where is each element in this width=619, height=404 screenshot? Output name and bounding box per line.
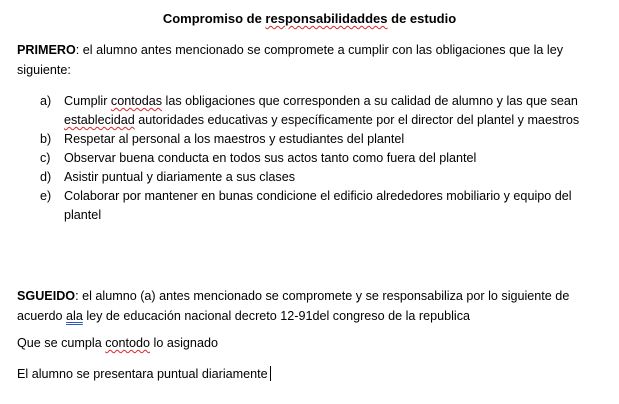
text-cursor <box>270 366 271 381</box>
list-item <box>0 168 619 187</box>
item-text: Asistir puntual y diariamente a sus clases <box>64 170 295 184</box>
spelling-flag-contodo: contodo <box>105 336 151 350</box>
obligations-list <box>0 92 619 225</box>
list-marker: c) <box>40 151 51 165</box>
title-suffix: de estudio <box>387 11 457 26</box>
item-text: Respetar al personal a los maestros y estudiantes del plantel <box>64 132 405 146</box>
list-marker: e) <box>40 189 52 203</box>
punctual-paragraph <box>17 365 612 385</box>
document-title <box>0 10 619 28</box>
title-prefix: Compromiso de <box>162 11 266 26</box>
line4-text: El alumno se presentara puntual diariamente <box>17 367 268 381</box>
list-item <box>0 92 619 130</box>
item-text-post: autoridades educativas y específicamente por el director del plantel y maestros <box>134 113 580 127</box>
grammar-flag-ala: ala <box>66 308 83 323</box>
segundo-text-post: ley de educación nacional decreto 12-91del congreso de la republica <box>82 308 470 323</box>
list-item <box>0 130 619 149</box>
segundo-paragraph <box>17 287 612 326</box>
list-marker: d) <box>40 170 52 184</box>
line3-pre: Que se cumpla <box>17 336 106 350</box>
line3-post: lo asignado <box>150 336 218 350</box>
list-item <box>0 187 619 225</box>
list-marker: a) <box>40 94 52 108</box>
primero-paragraph <box>17 41 612 80</box>
list-marker: b) <box>40 132 52 146</box>
spelling-flag-contodas: contodas <box>110 94 163 108</box>
segundo-lead: SGUEIDO <box>17 289 76 303</box>
primero-lead: PRIMERO <box>17 43 76 57</box>
assigned-paragraph <box>17 334 612 354</box>
primero-text: : el alumno antes mencionado se compromete a cumplir con las obligaciones que la ley siguiente: <box>17 43 564 77</box>
spelling-flag-title: responsabilidaddes <box>265 11 388 26</box>
segundo-text-pre: : el alumno (a) antes mencionado se compromete y se responsabiliza por lo siguiente de acuerdo <box>17 289 570 323</box>
item-text-mid: las obligaciones que corresponden a su calidad de alumno y las que sean <box>162 94 578 108</box>
list-item <box>0 149 619 168</box>
item-text-pre: Cumplir <box>64 94 111 108</box>
item-text: Colaborar por mantener en bunas condicione el edificio alrededores mobiliario y equipo del plantel <box>64 189 572 222</box>
spelling-flag-establecidad: establecidad <box>64 113 135 127</box>
item-text: Observar buena conducta en todos sus actos tanto como fuera del plantel <box>64 151 477 165</box>
